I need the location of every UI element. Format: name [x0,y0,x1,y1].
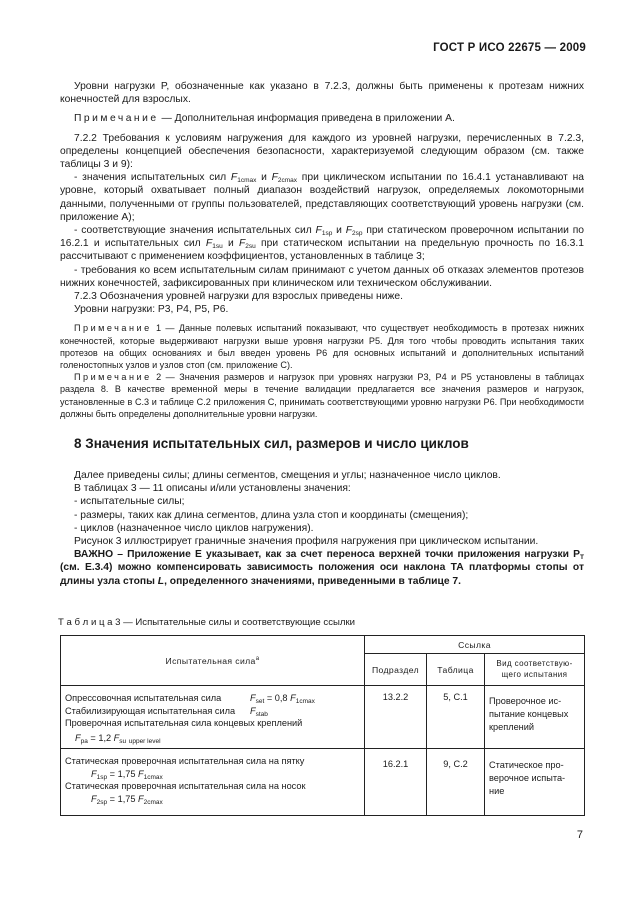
paragraph-load-levels: Уровни нагрузки P, обозначенные как указано в 7.2.3, должны быть применены к протезам нижних конечностей для взрослых. [60,81,584,106]
list-item-forces: - испытательные силы; [74,496,185,508]
note-appendix-a: Примечание — Дополнительная информация приведена в приложении А. [74,113,455,125]
row-subsection: 13.2.2 [365,686,427,749]
test-forces-table [60,635,585,816]
list-item-dimensions: - размеры, таких как длина сегментов, длина узла стоп и координаты (смещения); [74,509,469,521]
force-heel: Статическая проверочная испытательная сила на пятку [65,756,305,766]
paragraph-figure-3: Рисунок 3 иллюстрирует граничные значения профиля нагружения при циклическом испытании. [74,536,539,548]
header-test-force: Испытательная сила$^a$ [61,636,365,686]
force-toe-formula: $F_{2sp} = 1,75$ $F_{2cmax}$ [91,793,163,806]
bullet-static-forces: - соответствующие значения испытательных сил $F_{1sp}$ и $F_{2sp}$ при статическом проверочном испытании по 16.2.1 и испытательных сил $F_{1su}$ и $F_{2su}$ при статическом испытании на предельную прочность по 16.3.1 рассчитывают с применением коэффициентов, установленных в таблице 3; [60,225,585,263]
row-test-type: Статическое про-верочное испыта-ние [485,749,585,816]
important-note-appendix-e: ВАЖНО – Приложение Е указывает, как за счет переноса верхней точки приложения нагрузки $Р_Т$ (см. Е.3.4) можно компенсировать зависимость положения оси наклона ТА платформы стопы от длины узла стопы L, определенного значениями, приведенными в таблице 7. [60,549,584,587]
row-forces-cell [61,749,365,816]
table-row [61,749,585,816]
paragraph-7-2-2: 7.2.2 Требования к условиям нагружения для каждого из уровней нагрузки, перечисленных в 7.2.3, определены концепцией обеспечения безопасности, характеризуемой следующим образом (см. также таблицы 3 и 9): [60,132,584,171]
body-text-section8 [60,469,584,588]
page-number: 7 [576,829,583,841]
header-reference: Ссылка [365,636,585,654]
header-test-type: Вид соответствую-щего испытания [485,654,585,686]
row-subsection: 16.2.1 [365,749,427,816]
table-row [61,686,585,749]
force-end-attachment: Проверочная испытательная сила концевых креплений [65,718,303,728]
force-heel-formula: $F_{1sp} = 1,75$ $F_{1cmax}$ [91,768,163,781]
bullet-cyclic-forces: - значения испытательных сил $F_{1cmax}$ и $F_{2cmax}$ при циклическом испытании по 16.4.1 устанавливают на уровне, который охватывает полный диапазон воздействий нагрузок, определяемых локомоторными данными, полученными от группы пользователей, представляющих соответствующий уровень нагрузки (см. приложение А); [60,172,584,223]
header-table: Таблица [427,654,485,686]
bullet-failure-data: - требования ко всем испытательным силам принимают с учетом данных об отказах элементов протезов нижних конечностей, зафиксированных при клиническом или техническом обслуживании. [60,264,584,289]
document-header: ГОСТ Р ИСО 22675 — 2009 [433,42,586,54]
row-test-type: Проверочное ис-пытание концевых креплений [485,686,585,749]
force-stabilizing: Стабилизирующая испытательная сила $F_{stab}$ [65,705,268,718]
paragraph-tables-3-11: В таблицах 3 — 11 описаны и/или установлены значения: [74,483,351,495]
note-2: Примечание 2 — Значения размеров и нагрузок при уровнях нагрузки Р3, Р4 и Р5 установлены в таблицах раздела 8. В качестве временной меры в течение валидации предлагается все значения размеров и нагрузок, установленные в С.3 и таблице С.2 приложения С, принимать соответствующими уровню нагрузки Р6. При необходимости должны быть определены дополнительные уровни нагрузки. [60,372,584,419]
header-subsection: Подраздел [365,654,427,686]
row-table-ref: 9, С.2 [427,749,485,816]
force-settling: Опрессовочная испытательная сила $F_{set} = 0,8$ $F_{1cmax}$ [65,693,315,705]
body-text-upper [60,80,584,420]
table-caption: Т а б л и ц а 3 — Испытательные силы и соответствующие ссылки [58,617,356,628]
paragraph-7-2-3: 7.2.3 Обозначения уровней нагрузки для взрослых приведены ниже. [74,291,403,303]
note-1: Примечание 1 — Данные полевых испытаний показывают, что существует необходимость в протезах нижних конечностей, которые выдерживают нагрузки выше уровня нагрузки Р5. Для того чтобы проводить испытания таких протезов на общих основаниях и был введен уровень Р6 для основных испытаний и дополнительных испытаний голеностопных узлов и узлов стоп (см. приложение С). [60,323,584,371]
paragraph-section8-intro: Далее приведены силы; длины сегментов, смещения и углы; назначенное число циклов. [74,470,501,481]
force-toe: Статическая проверочная испытательная сила на носок [65,781,306,791]
section-8-title: 8 Значения испытательных сил, размеров и число циклов [74,436,469,451]
force-end-attachment-formula: $F_{pa} = 1,2$ $F_{su}$ $_{upper level}$ [75,732,161,745]
list-item-cycles: - циклов (назначенное число циклов нагружения). [74,522,314,534]
load-levels-list: Уровни нагрузки: Р3, Р4, Р5, Р6. [74,304,229,316]
row-forces-cell [61,686,365,749]
row-table-ref: 5, С.1 [427,686,485,749]
